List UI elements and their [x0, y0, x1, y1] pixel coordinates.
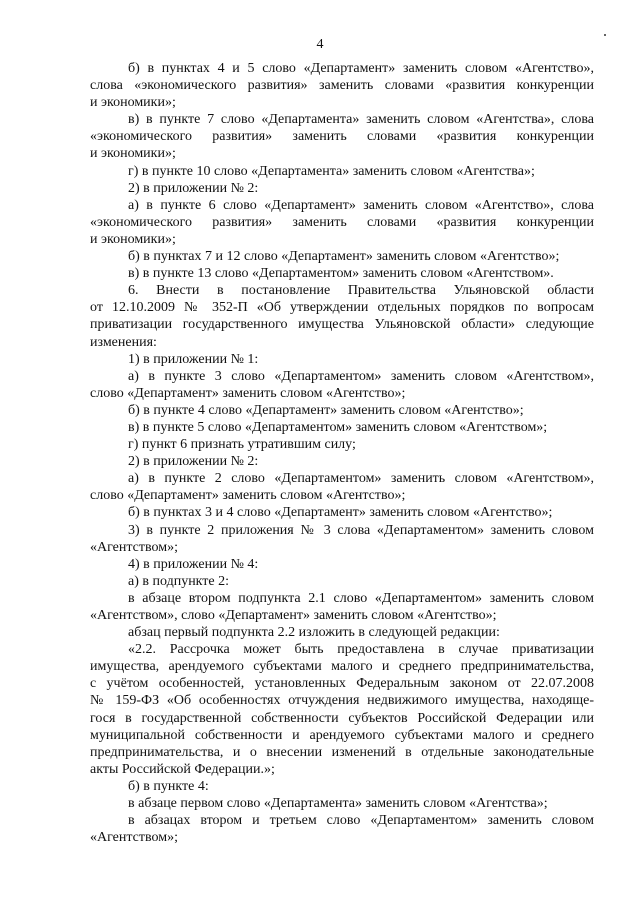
text-line: 3) в пункте 2 приложения № 3 слова «Департаментом» заменить словом — [128, 522, 594, 538]
document-body — [90, 60, 594, 846]
text-line: б) в пункте 4: — [128, 778, 209, 794]
text-line: слово «Департамент» заменить словом «Агентство»; — [90, 385, 406, 401]
text-line: абзац первый подпункта 2.2 изложить в следующей редакции: — [128, 625, 500, 641]
text-line: а) в пункте 2 слово «Департаментом» заменить словом «Агентством», — [128, 471, 594, 487]
text-line: с учётом особенностей, установленных Федеральным законом от 22.07.2008 — [90, 676, 594, 692]
text-line: гося в государственной собственности субъектов Российской Федерации или — [90, 710, 594, 726]
text-line: б) в пунктах 3 и 4 слово «Департамент» заменить словом «Агентство»; — [128, 505, 553, 521]
text-line: в) в пункте 5 слово «Департаментом» заменить словом «Агентством»; — [128, 419, 548, 435]
text-line: в) в пункте 7 слово «Департамента» заменить словом «Агентства», слова — [128, 112, 594, 128]
text-line: б) в пункте 4 слово «Департамент» заменить словом «Агентство»; — [128, 402, 524, 418]
text-line: «2.2. Рассрочка может быть предоставлена в случае приватизации — [128, 642, 594, 658]
text-line: слово «Департамент» заменить словом «Агентство»; — [90, 488, 406, 504]
text-line: и экономики»; — [90, 231, 176, 247]
text-line: 6. Внести в постановление Правительства Ульяновской области — [128, 283, 594, 299]
text-line: 2) в приложении № 2: — [128, 454, 259, 470]
text-line: приватизации государственного имущества Ульяновской области» следующие — [90, 317, 594, 333]
text-line: «Агентством», слово «Департамент» заменить словом «Агентство»; — [90, 608, 497, 623]
text-line: г) в пункте 10 слово «Департамента» заменить словом «Агентства»; — [128, 163, 535, 179]
text-line: «экономического развития» заменить словами «развития конкуренции — [90, 129, 594, 145]
text-line: № 159-ФЗ «Об особенностях отчуждения недвижимого имущества, находяще- — [90, 693, 594, 709]
text-line: в абзацах втором и третьем слово «Департаментом» заменить словом — [128, 813, 594, 829]
text-line: акты Российской Федерации.»; — [90, 761, 275, 777]
text-line: имущества, арендуемого субъектами малого и среднего предпринимательства, — [90, 659, 594, 675]
text-line: а) в пункте 3 слово «Департаментом» заменить словом «Агентством», — [128, 368, 594, 384]
text-line: 4) в приложении № 4: — [128, 556, 259, 572]
text-line: муниципальной собственности и арендуемого субъектами малого и среднего — [90, 727, 594, 743]
text-line: б) в пунктах 7 и 12 слово «Департамент» заменить словом «Агентство»; — [128, 249, 560, 265]
text-line: и экономики»; — [90, 95, 176, 111]
text-line: слова «экономического развития» заменить словами «развития конкуренции — [90, 78, 594, 94]
text-line: в абзаце втором подпункта 2.1 слово «Департаментом» заменить словом — [128, 590, 594, 606]
text-line: и экономики»; — [90, 146, 176, 162]
text-line: г) пункт 6 признать утратившим силу; — [128, 437, 356, 453]
text-line: в) в пункте 13 слово «Департаментом» заменить словом «Агентством». — [128, 266, 554, 282]
text-line: изменения: — [90, 334, 157, 350]
page-number: 4 — [316, 37, 324, 52]
text-line: а) в подпункте 2: — [128, 573, 230, 589]
text-line: «экономического развития» заменить словами «развития конкуренции — [90, 214, 594, 230]
text-line: в абзаце первом слово «Департамента» заменить словом «Агентства»; — [128, 796, 548, 812]
text-line: «Агентством»; — [90, 539, 178, 555]
text-line: предпринимательства, и о внесении изменений в отдельные законодательные — [90, 744, 594, 760]
text-line: от 12.10.2009 № 352-П «Об утверждении отдельных порядков по вопросам — [90, 300, 594, 316]
text-line: 1) в приложении № 1: — [128, 351, 259, 367]
text-line: б) в пунктах 4 и 5 слово «Департамент» заменить словом «Агентство», — [128, 61, 594, 76]
text-line: 2) в приложении № 2: — [128, 180, 259, 196]
text-line: «Агентством»; — [90, 830, 178, 846]
text-line: а) в пункте 6 слово «Департамент» заменить словом «Агентство», слова — [128, 197, 594, 213]
